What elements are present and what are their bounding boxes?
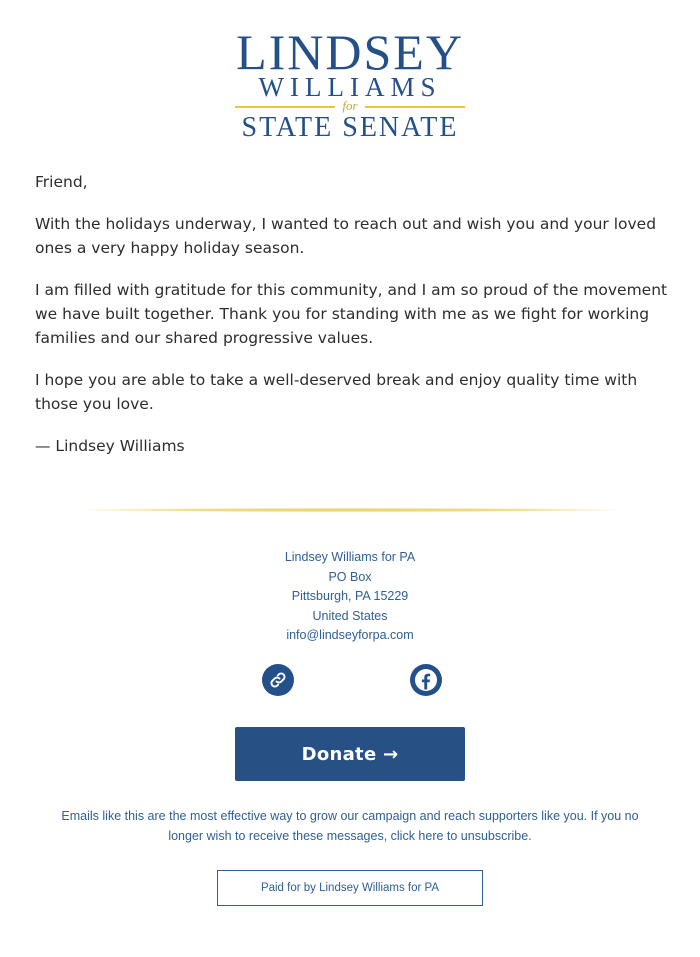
logo-line-2: WILLIAMS (258, 72, 442, 102)
website-link-button[interactable] (262, 664, 294, 696)
salutation: Friend, (35, 173, 88, 191)
donate-button[interactable]: Donate → (235, 727, 465, 781)
link-icon (269, 671, 287, 689)
signature: — Lindsey Williams (35, 437, 185, 455)
footer-address (0, 548, 700, 646)
unsubscribe-disclaimer[interactable]: Emails like this are the most effective way to grow our campaign and reach supporters like you. If you no longer wish to receive these messages, click here to unsubscribe. (61, 809, 639, 843)
paragraph-2: I am filled with gratitude for this community, and I am so proud of the movement we have built together. Thank you for standing with me as we fight for working families and our shared progressive values. (35, 281, 668, 347)
address-email[interactable]: info@lindseyforpa.com (286, 628, 414, 642)
address-org: Lindsey Williams for PA (284, 550, 416, 564)
address-city: Pittsburgh, PA 15229 (291, 589, 409, 603)
paid-for-box: Paid for by Lindsey Williams for PA (217, 870, 483, 906)
logo-line-3: STATE SENATE (241, 112, 459, 143)
logo-divider-left (235, 106, 335, 108)
paragraph-1: With the holidays underway, I wanted to reach out and wish you and your loved ones a very happy holiday season. (35, 215, 657, 257)
facebook-button[interactable] (410, 664, 442, 696)
logo-for-row (235, 100, 465, 114)
letter-body (35, 170, 675, 476)
campaign-logo (0, 24, 700, 143)
address-street: PO Box (328, 569, 372, 584)
logo-line-1: LINDSEY (236, 24, 464, 80)
logo-for-text: for (342, 98, 358, 113)
logo-divider-right (365, 106, 465, 108)
footer-divider (85, 508, 615, 512)
paragraph-3: I hope you are able to take a well-deserved break and enjoy quality time with those you love. (35, 371, 638, 413)
facebook-icon (414, 668, 438, 692)
address-country: United States (312, 608, 388, 623)
